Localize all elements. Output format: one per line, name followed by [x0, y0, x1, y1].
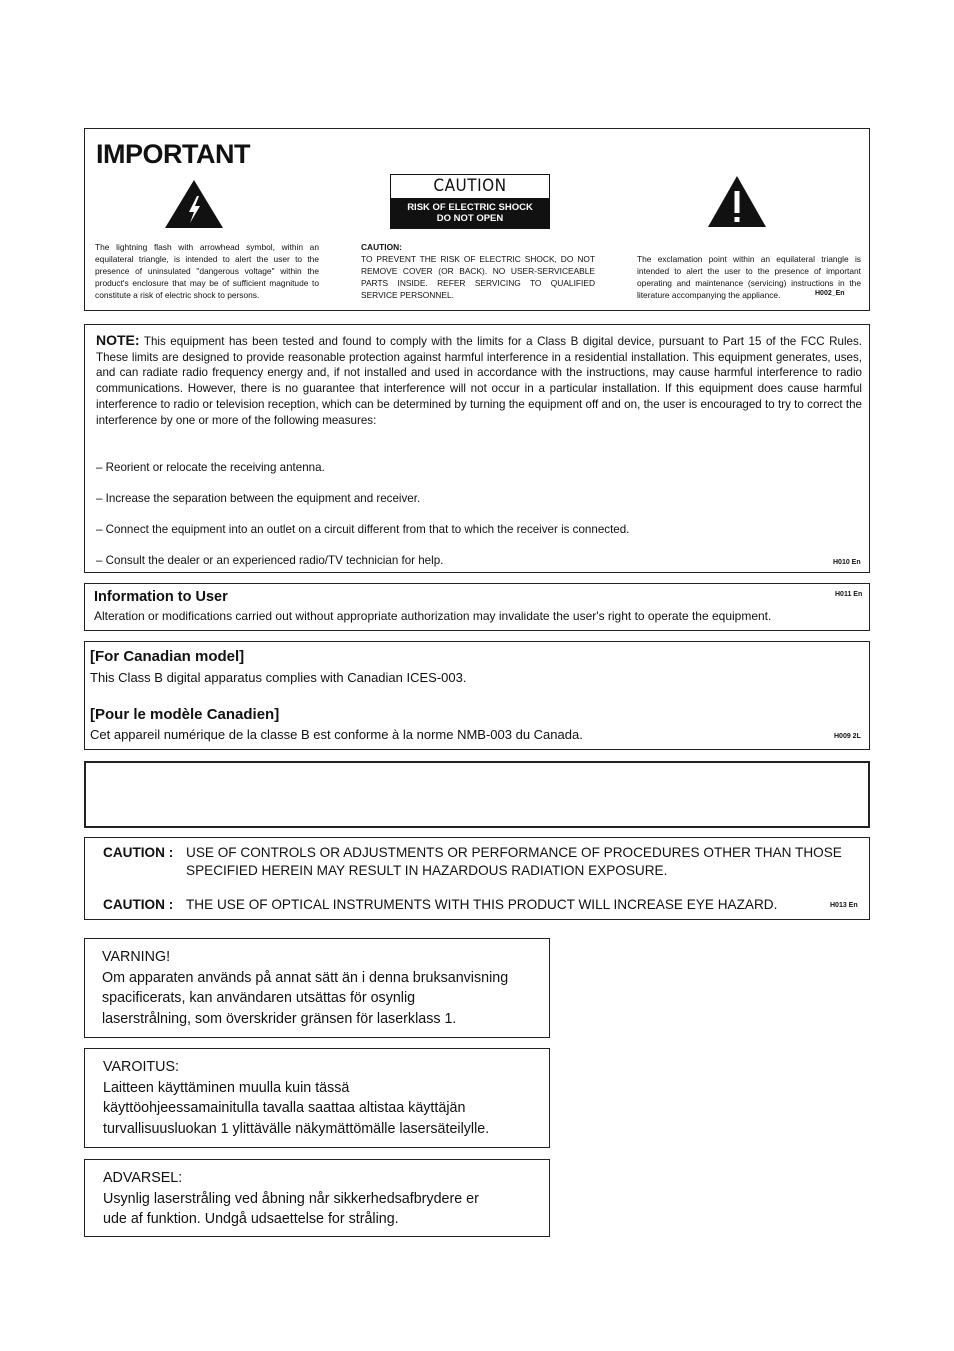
risk-line-1: RISK OF ELECTRIC SHOCK	[407, 202, 533, 213]
info-code: H011 En	[835, 591, 863, 598]
swedish-warning-box	[84, 938, 550, 1038]
risk-line-2: DO NOT OPEN	[436, 213, 504, 224]
warning-line: turvallisuusluokan 1 ylittävälle näkymättömälle lasersäteilylle.	[103, 1121, 490, 1138]
note-paragraph	[96, 333, 862, 428]
warning-line: Laitteen käyttäminen muulla kuin tässä	[103, 1079, 350, 1096]
measure-item: – Increase the separation between the equipment and receiver.	[96, 492, 421, 505]
canada-text-en: This Class B digital apparatus complies with Canadian ICES-003.	[90, 670, 467, 685]
important-code: H002_En	[815, 290, 845, 297]
lightning-caption: The lightning flash with arrowhead symbol, within an equilateral triangle, is intended to alert the user to the presence of uninsulated "dangerous voltage" within the product's enclosure that may be of sufficient magnitude to constitute a risk of electric shock to persons.	[95, 242, 319, 300]
fcc-note-box	[84, 324, 870, 573]
note-label: NOTE:	[96, 332, 140, 348]
laser-caution-text-1	[186, 844, 842, 879]
caution-label-risk	[391, 198, 549, 228]
important-safety-box	[84, 128, 870, 311]
laser-caution-text-2: THE USE OF OPTICAL INSTRUMENTS WITH THIS PRODUCT WILL INCREASE EYE HAZARD.	[186, 897, 778, 912]
warning-line: ude af funktion. Undgå udsaettelse for stråling.	[103, 1211, 399, 1228]
caution-label	[390, 174, 550, 229]
canada-heading-fr: [Pour le modèle Canadien]	[90, 706, 280, 723]
note-code: H010 En	[833, 559, 861, 566]
canada-code: H009 2L	[834, 733, 861, 740]
laser-caution-label-1: CAUTION :	[103, 845, 174, 860]
measure-item: – Consult the dealer or an experienced radio/TV technician for help.	[96, 554, 444, 567]
warning-line: Om apparaten används på annat sätt än i denna bruksanvisning	[102, 969, 509, 986]
lightning-warning-icon	[164, 179, 224, 229]
canada-heading-en: [For Canadian model]	[90, 648, 245, 665]
laser-text-1-line-1: USE OF CONTROLS OR ADJUSTMENTS OR PERFORMANCE OF PROCEDURES OTHER THAN THOSE	[186, 845, 842, 860]
warning-line: Usynlig laserstråling ved åbning når sikkerhedsafbrydere er	[103, 1190, 479, 1207]
warning-line: spacificerats, kan användaren utsättas för osynlig	[102, 990, 416, 1007]
center-caution-text: TO PREVENT THE RISK OF ELECTRIC SHOCK, DO NOT REMOVE COVER (OR BACK). NO USER-SERVICEABLE PARTS INSIDE. REFER SERVICING TO QUALIFIED SERVICE PERSONNEL.	[361, 254, 595, 300]
danish-warning-box	[84, 1159, 550, 1237]
warning-line: ADVARSEL:	[103, 1170, 183, 1186]
information-to-user-box	[84, 583, 870, 631]
empty-box	[84, 761, 870, 828]
laser-text-1-line-2: SPECIFIED HEREIN MAY RESULT IN HAZARDOUS RADIATION EXPOSURE.	[186, 862, 668, 878]
important-title: IMPORTANT	[96, 139, 250, 169]
center-caution-heading: CAUTION:	[361, 242, 402, 252]
laser-caution-label-2: CAUTION :	[103, 897, 174, 912]
info-text: Alteration or modifications carried out without appropriate authorization may invalidate the user's right to operate the equipment.	[94, 609, 772, 623]
swedish-warning-text	[102, 947, 508, 1030]
laser-caution-box	[84, 837, 870, 920]
warning-line: VAROITUS:	[103, 1059, 179, 1075]
measure-item: – Reorient or relocate the receiving antenna.	[96, 461, 325, 474]
info-heading: Information to User	[94, 589, 228, 605]
danish-warning-text	[103, 1168, 479, 1230]
warning-line: laserstrålning, som överskrider gränsen för laserklass 1.	[102, 1011, 457, 1028]
warning-line: VARNING!	[102, 949, 171, 965]
laser-code: H013 En	[830, 902, 858, 909]
canadian-compliance-box	[84, 641, 870, 750]
measure-item: – Connect the equipment into an outlet on a circuit different from that to which the receiver is connected.	[96, 523, 630, 536]
caution-label-title: CAUTION	[433, 176, 507, 196]
note-text: This equipment has been tested and found to comply with the limits for a Class B digital device, pursuant to Part 15 of the FCC Rules. These limits are designed to provide reasonable protection against harmful interference in a residential installation. This equipment generates, uses, and can radiate radio frequency energy and, if not installed and used in accordance with the instructions, may cause harmful interference to radio communications. However, there is no guarantee that interference will not occur in a particular installation. If this equipment does cause harmful interference to radio or television reception, which can be determined by turning the equipment off and on, the user is encouraged to try to correct the interference by one or more of the following measures:	[96, 335, 862, 427]
exclamation-warning-icon	[707, 175, 767, 228]
warning-line: käyttöohjeessamainitulla tavalla saattaa altistaa käyttäjän	[103, 1100, 466, 1117]
finnish-warning-box	[84, 1048, 550, 1148]
exclamation-caption: The exclamation point within an equilateral triangle is intended to alert the user to the presence of important operating and maintenance (servicing) instructions in the literature accompanying the appliance.	[637, 254, 861, 300]
finnish-warning-text	[103, 1057, 489, 1140]
canada-text-fr: Cet appareil numérique de la classe B est conforme à la norme NMB-003 du Canada.	[90, 727, 583, 742]
